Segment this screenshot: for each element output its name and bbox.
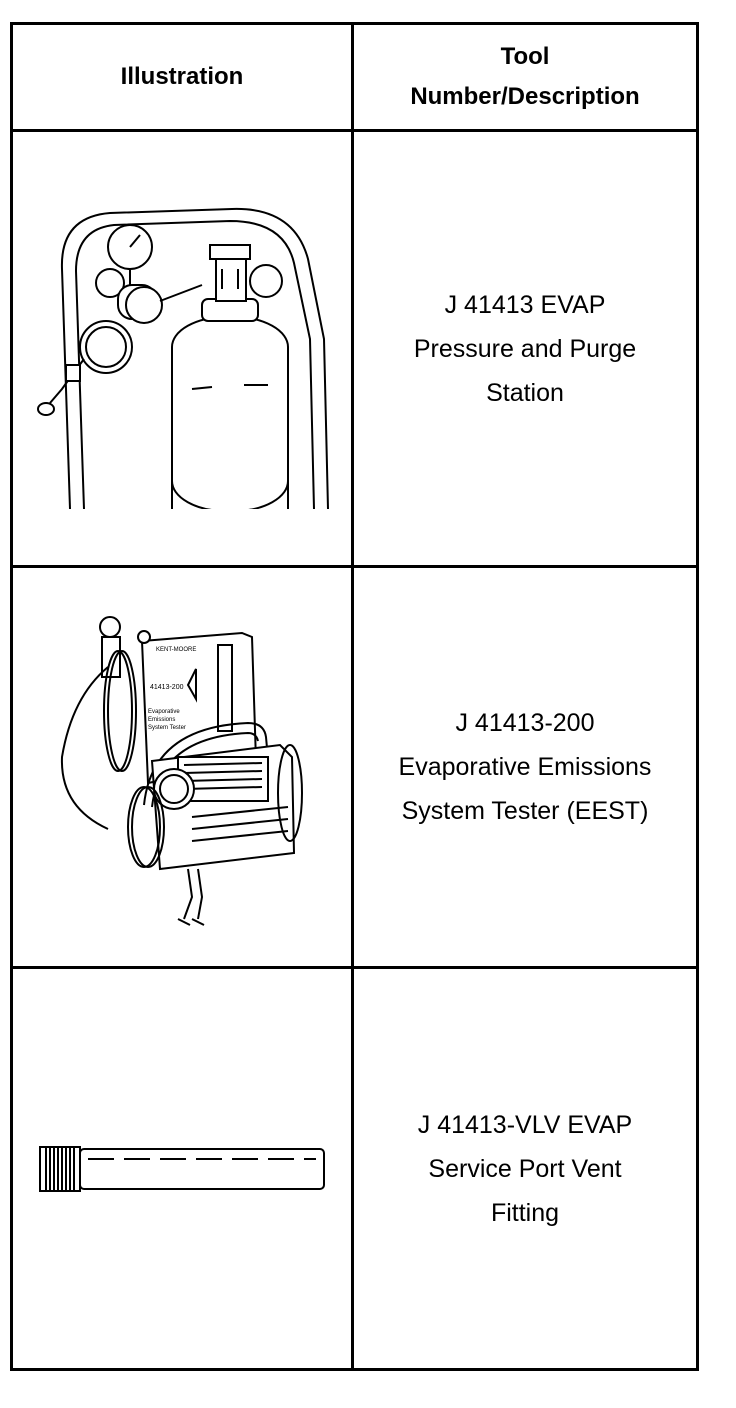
tool-number: J 41413-VLV EVAP xyxy=(417,1110,633,1139)
tool-description-line: Station xyxy=(486,378,564,407)
tool-number: J 41413-200 xyxy=(455,709,595,737)
table-row xyxy=(12,567,698,968)
tool-table xyxy=(10,22,699,1371)
table-row xyxy=(12,968,698,1370)
header-row xyxy=(12,24,698,131)
illustration-cell xyxy=(12,567,353,968)
illustration-cell xyxy=(12,968,353,1370)
tool-description-line: System Tester (EEST) xyxy=(401,797,649,825)
description-cell xyxy=(353,968,698,1370)
evaporative-emissions-tester-illustration xyxy=(52,607,312,927)
description-cell xyxy=(353,131,698,567)
illustration-cell xyxy=(12,131,353,567)
header-tool-line2: Number/Description xyxy=(410,83,640,110)
description-cell xyxy=(353,567,698,968)
tool-number: J 41413 EVAP xyxy=(444,290,606,319)
tester-name-label: System Tester xyxy=(148,725,186,731)
tool-description-line: Pressure and Purge xyxy=(413,334,637,363)
header-illustration: Illustration xyxy=(12,24,353,131)
header-tool-description xyxy=(353,24,698,131)
table-row xyxy=(12,131,698,567)
tester-name-label: Emissions xyxy=(148,717,176,723)
service-port-vent-fitting-illustration xyxy=(32,1139,332,1199)
tool-description-line: Service Port Vent xyxy=(428,1154,622,1183)
tester-name-label: Evaporative xyxy=(148,709,180,715)
evap-pressure-purge-station-illustration xyxy=(32,189,332,509)
tool-description-line: Fitting xyxy=(490,1198,560,1227)
tool-description-line: Evaporative Emissions xyxy=(398,753,652,781)
tester-model-label: 41413-200 xyxy=(150,684,184,691)
tester-brand-label: KENT-MOORE xyxy=(156,647,197,653)
header-tool-line1: Tool xyxy=(500,43,550,70)
